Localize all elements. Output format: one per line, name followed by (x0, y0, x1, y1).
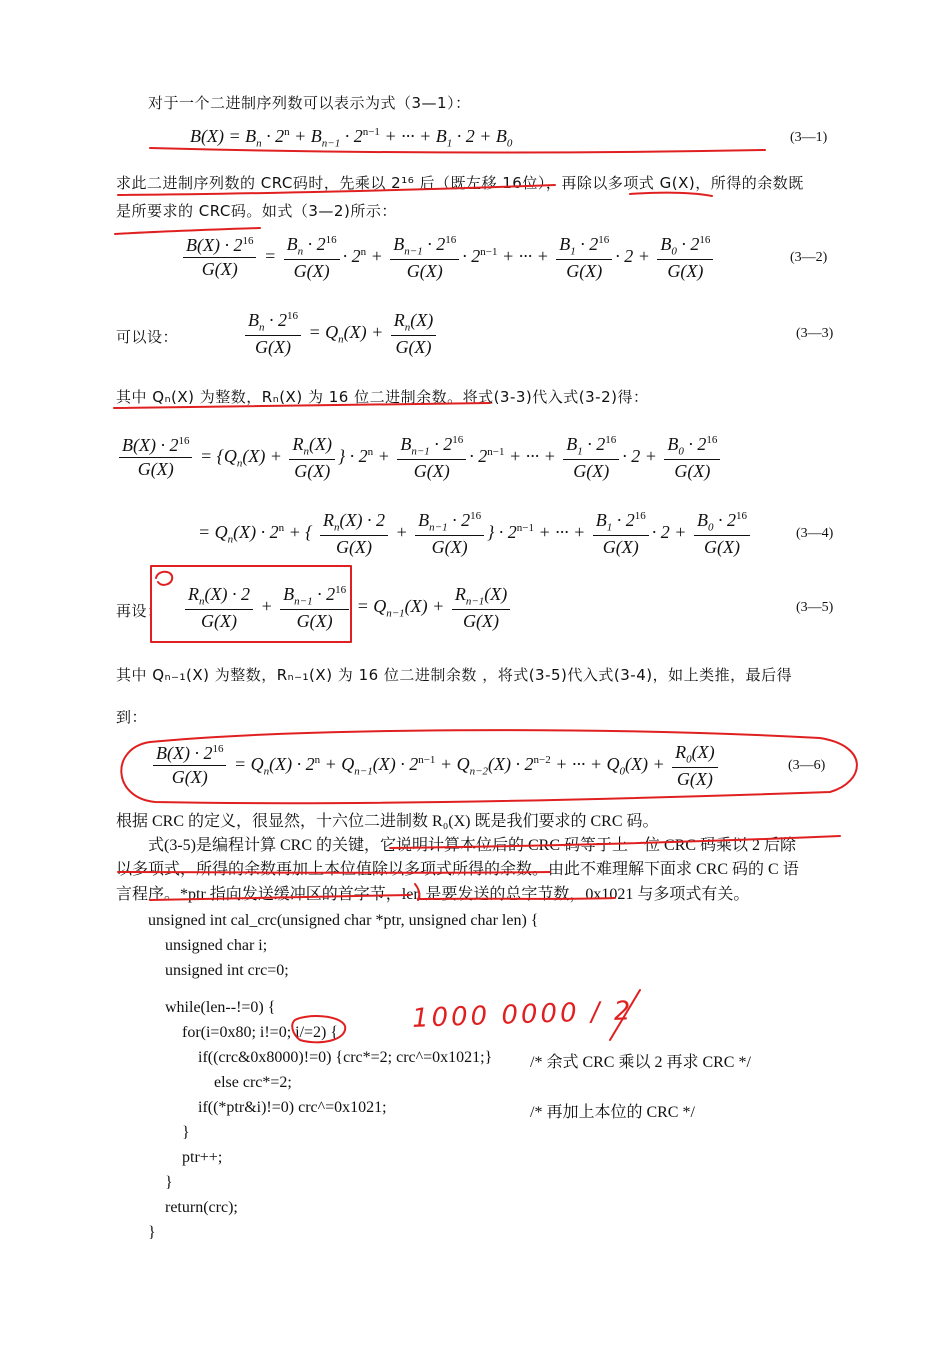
paragraph-2: 其中 Qₙ(X) 为整数，Rₙ(X) 为 16 位二进制余数。将式(3-3)代入式(3-2)得： (116, 388, 649, 406)
code-comment-1: /* 余式 CRC 乘以 2 再求 CRC */ (530, 1054, 751, 1071)
code-line-11: } (165, 1174, 173, 1191)
paragraph-4-line-2: 式(3-5)是编程计算 CRC 的关键，它说明计算本位后的 CRC 码等于上一位 CRC 码乘以 2 后除 (148, 837, 797, 854)
underline-polynomial (630, 193, 712, 196)
equation-3-3: $\frac{B_n \cdot 2^{16}}{G(X)}$ = $Q_n(X)$ + $\frac{R_n(X)}{G(X)}$ (242, 310, 439, 358)
equation-3-3-prefix: 可以设： (116, 328, 179, 346)
equation-label-3-6: (3—6) (788, 758, 826, 773)
equation-3-2: $\frac{B(X) \cdot 2^{16}}{G(X)}$ = $\frac{B_n \cdot 2^{16}}{G(X)}$ · $2^n$ + $\frac{B_{n-1} \cdot 2^{16}}{G(X)}$ · $2^{n-1}$ + ··· + $\frac{B_1 \cdot 2^{16}}{G(X)}$ · 2 + $\frac{B_0 \cdot 2^{16}}{G(X)}$ (180, 234, 716, 282)
equation-3-4-line-2: = $Q_n(X) \cdot 2^n$ + { $\frac{R_n(X) \cdot 2}{G(X)}$ + $\frac{B_{n-1} \cdot 2^{16}}{G(X)}$ } · $2^{n-1}$ + ··· + $\frac{B_1 \cdot 2^{16}}{G(X)}$ · 2 + $\frac{B_0 \cdot 2^{16}}{G(X)}$ (198, 510, 753, 558)
paragraph-4-line-3: 以多项式，所得的余数再加上本位值除以多项式所得的余数。由此不难理解下面求 CRC 码的 C 语 (116, 861, 799, 878)
code-line-1: unsigned int cal_crc(unsigned char *ptr, unsigned char len) { (148, 912, 539, 929)
paragraph-4-line-4: 言程序。*ptr 指向发送缓冲区的首字节，len 是要发送的总字节数，0x1021 与多项式有关。 (116, 886, 750, 903)
equation-3-6: $\frac{B(X) \cdot 2^{16}}{G(X)}$ = $Q_n(X) \cdot 2^n + Q_{n-1}(X) \cdot 2^{n-1} + Q_{n-2}(X) \cdot 2^{n-2}$ + ··· + $Q_0(X)$ + $\frac{R_0(X)}{G(X)}$ (150, 742, 721, 790)
equation-label-3-3: (3—3) (796, 326, 834, 341)
equation-3-5-prefix: 再设： (116, 602, 163, 620)
loop-mark (156, 572, 172, 585)
code-line-2: unsigned char i; (165, 937, 268, 954)
equation-label-3-1: (3—1) (790, 130, 828, 145)
equation-3-4-line-1: $\frac{B(X) \cdot 2^{16}}{G(X)}$ = {$Q_n(X)$ + $\frac{R_n(X)}{G(X)}$ } · $2^n$ + $\frac{B_{n-1} \cdot 2^{16}}{G(X)}$ · $2^{n-1}$ + ··· + $\frac{B_1 \cdot 2^{16}}{G(X)}$ · 2 + $\frac{B_0 \cdot 2^{16}}{G(X)}$ (116, 434, 723, 482)
code-line-4: while(len--!=0) { (165, 999, 276, 1016)
code-line-13: } (148, 1224, 156, 1241)
paragraph-4-line-1: 根据 CRC 的定义，很显然，十六位二进制数 R₀(X) 既是我们要求的 CRC 码。 (116, 813, 659, 830)
intro-line: 对于一个二进制序列数可以表示为式（3—1）： (148, 94, 471, 112)
code-comment-2: /* 再加上本位的 CRC */ (530, 1104, 695, 1121)
paragraph-3-line-2: 到： (116, 708, 148, 726)
code-line-9: } (182, 1124, 190, 1141)
code-line-12: return(crc); (165, 1199, 238, 1216)
paragraph-1-line-2: 是所要求的 CRC码。如式（3—2)所示： (116, 202, 397, 220)
paragraph-1-line-1: 求此二进制序列数的 CRC码时，先乘以 2¹⁶ 后（既左移 16位），再除以多项式 G(X)，所得的余数既 (116, 174, 804, 192)
handwritten-binary-note: 1000 0000 / 2 (411, 996, 634, 1034)
paragraph-3-line-1: 其中 Qₙ₋₁(X) 为整数，Rₙ₋₁(X) 为 16 位二进制余数 ，将式(3-5)代入式(3-4)，如上类推，最后得 (116, 666, 793, 684)
code-line-7: else crc*=2; (214, 1074, 292, 1091)
code-line-10: ptr++; (182, 1149, 223, 1166)
equation-label-3-2: (3—2) (790, 250, 828, 265)
code-line-6: if((crc&0x8000)!=0) {crc*=2; crc^=0x1021;} (198, 1049, 493, 1066)
equation-3-5: $\frac{R_n(X) \cdot 2}{G(X)}$ + $\frac{B_{n-1} \cdot 2^{16}}{G(X)}$ = $Q_{n-1}(X)$ + $\frac{R_{n-1}(X)}{G(X)}$ (182, 584, 513, 632)
equation-label-3-4: (3—4) (796, 526, 834, 541)
equation-label-3-5: (3—5) (796, 600, 834, 615)
code-line-5: for(i=0x80; i!=0; i/=2) { (182, 1024, 339, 1041)
code-line-3: unsigned int crc=0; (165, 962, 289, 979)
equation-3-1: $B(X) = B_n \cdot 2^n + B_{n-1} \cdot 2^{n-1}$ + ··· + $B_1 \cdot 2 + B_0$ (190, 126, 513, 150)
code-line-8: if((*ptr&i)!=0) crc^=0x1021; (198, 1099, 387, 1116)
